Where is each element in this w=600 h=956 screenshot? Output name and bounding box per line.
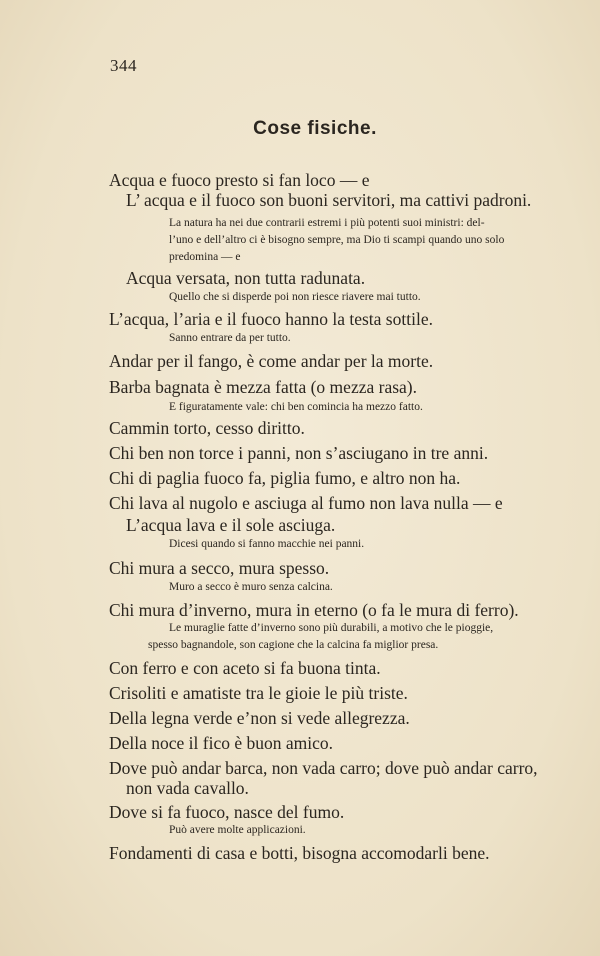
proverb-line: L’ acqua e il fuoco son buoni servitori, ma cattivi padroni. xyxy=(126,190,532,210)
proverb-line: Andar per il fango, è come andar per la morte. xyxy=(109,351,434,371)
note-line: l’uno e dell’altro ci è bisogno sempre, ma Dio ti scampi quando uno solo xyxy=(169,234,505,246)
note-line: E figuratamente vale: chi ben comincia ha mezzo fatto. xyxy=(169,401,423,413)
proverb-line: Della legna verde e’non si vede allegrezza. xyxy=(109,708,410,728)
proverb-line: Dove può andar barca, non vada carro; dove può andar carro, xyxy=(109,758,538,778)
note-line: predomina — e xyxy=(169,251,241,263)
proverb-line: Acqua versata, non tutta radunata. xyxy=(126,268,366,288)
proverb-line: Dove si fa fuoco, nasce del fumo. xyxy=(109,802,345,822)
proverb-line: Chi ben non torce i panni, non s’asciugano in tre anni. xyxy=(109,443,489,463)
note-line: Sanno entrare da per tutto. xyxy=(169,332,291,344)
proverb-line: non vada cavallo. xyxy=(126,778,249,798)
proverb-line: Barba bagnata è mezza fatta (o mezza rasa). xyxy=(109,377,417,397)
note-line: Può avere molte applicazioni. xyxy=(169,824,306,836)
proverb-line: Chi mura d’inverno, mura in eterno (o fa le mura di ferro). xyxy=(109,600,519,620)
note-line: spesso bagnandole, son cagione che la calcina fa miglior presa. xyxy=(148,639,439,651)
proverb-line: Chi mura a secco, mura spesso. xyxy=(109,558,330,578)
proverb-line: Acqua e fuoco presto si fan loco — e xyxy=(109,170,370,190)
proverb-line: Fondamenti di casa e botti, bisogna accomodarli bene. xyxy=(109,843,490,863)
proverb-line: Cammin torto, cesso diritto. xyxy=(109,418,305,438)
proverb-line: L’acqua, l’aria e il fuoco hanno la testa sottile. xyxy=(109,309,433,329)
proverb-line: Chi lava al nugolo e asciuga al fumo non lava nulla — e xyxy=(109,493,503,513)
proverb-line: Chi di paglia fuoco fa, piglia fumo, e altro non ha. xyxy=(109,468,461,488)
note-line: Dicesi quando si fanno macchie nei panni. xyxy=(169,538,365,550)
note-line: Quello che si disperde poi non riesce riavere mai tutto. xyxy=(169,291,421,303)
proverb-line: Con ferro e con aceto si fa buona tinta. xyxy=(109,658,381,678)
note-line: La natura ha nei due contrarii estremi i più potenti suoi ministri: del- xyxy=(169,217,485,229)
note-line: Muro a secco è muro senza calcina. xyxy=(169,581,333,593)
page-number: 344 xyxy=(110,56,137,75)
proverb-line: Della noce il fico è buon amico. xyxy=(109,733,334,753)
section-title: Cose fisiche. xyxy=(253,118,377,139)
proverb-line: L’acqua lava e il sole asciuga. xyxy=(126,515,336,535)
proverb-line: Crisoliti e amatiste tra le gioie le più triste. xyxy=(109,683,408,703)
note-line: Le muraglie fatte d’inverno sono più durabili, a motivo che le pioggie, xyxy=(169,622,494,634)
